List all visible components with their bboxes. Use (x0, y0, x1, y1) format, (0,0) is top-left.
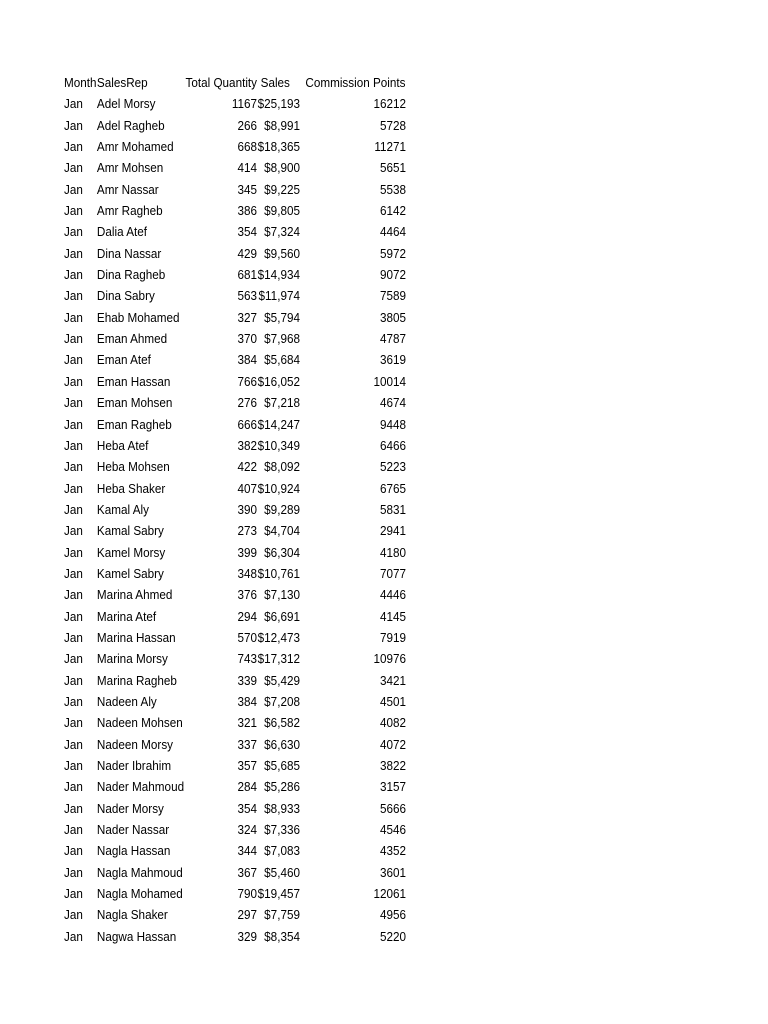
commission-cell: 7919 (379, 629, 406, 645)
commission-cell: 4082 (379, 715, 406, 731)
salesrep-cell: Nader Ibrahim (96, 758, 172, 773)
commission-cell: 4145 (379, 608, 406, 624)
quantity-cell: 766 (237, 373, 258, 389)
quantity-cell: 354 (237, 224, 258, 240)
sales-cell: $7,324 (264, 224, 300, 240)
quantity-cell: 266 (237, 117, 258, 133)
table-row (64, 115, 406, 136)
month-cell: Jan (64, 608, 83, 624)
quantity-cell: 384 (237, 693, 258, 709)
commission-cell: 3601 (379, 864, 406, 880)
sales-table (64, 72, 406, 947)
header-commission-points: Commission Points (305, 75, 406, 90)
month-cell: Jan (64, 395, 83, 411)
table-row (64, 392, 406, 413)
table-row (64, 563, 406, 584)
sales-cell: $9,225 (264, 181, 300, 197)
month-cell: Jan (64, 843, 83, 859)
salesrep-cell: Eman Mohsen (96, 395, 173, 411)
commission-cell: 4501 (379, 693, 406, 709)
sales-cell: $9,289 (264, 501, 300, 517)
sales-cell: $6,582 (264, 715, 300, 731)
sales-cell: $5,684 (264, 352, 300, 368)
commission-cell: 6466 (379, 437, 406, 453)
salesrep-cell: Nagla Hassan (96, 843, 171, 859)
commission-cell: 5972 (379, 245, 406, 261)
sales-cell: $5,429 (264, 672, 300, 688)
sales-cell: $8,354 (264, 928, 300, 944)
quantity-cell: 384 (237, 352, 258, 368)
table-row (64, 371, 406, 392)
header-total-quantity: Total Quantity (185, 75, 258, 90)
salesrep-cell: Nagla Shaker (96, 907, 168, 923)
table-row (64, 648, 406, 669)
salesrep-cell: Kamal Sabry (96, 523, 164, 539)
table-row (64, 627, 406, 648)
table-row (64, 200, 406, 221)
table-row (64, 285, 406, 306)
sales-cell: $6,691 (264, 608, 300, 624)
table-row (64, 264, 406, 285)
salesrep-cell: Dalia Atef (96, 224, 148, 240)
table-row (64, 93, 406, 114)
commission-cell: 4787 (379, 331, 406, 347)
salesrep-cell: Kamel Sabry (96, 565, 164, 581)
commission-cell: 4546 (379, 822, 406, 838)
quantity-cell: 399 (237, 544, 258, 560)
salesrep-cell: Amr Ragheb (96, 203, 163, 219)
salesrep-cell: Marina Ragheb (96, 672, 177, 688)
commission-cell: 4464 (379, 224, 406, 240)
sales-cell: $10,924 (257, 480, 300, 496)
quantity-cell: 790 (237, 886, 258, 902)
table-row (64, 904, 406, 925)
month-cell: Jan (64, 565, 83, 581)
sales-cell: $8,933 (264, 800, 300, 816)
month-cell: Jan (64, 544, 83, 560)
salesrep-cell: Marina Ahmed (96, 587, 173, 603)
table-row (64, 499, 406, 520)
month-cell: Jan (64, 181, 83, 197)
quantity-cell: 414 (237, 160, 258, 176)
commission-cell: 4674 (379, 395, 406, 411)
month-cell: Jan (64, 693, 83, 709)
table-row (64, 883, 406, 904)
sales-cell: $11,974 (258, 288, 300, 304)
commission-cell: 10976 (373, 651, 406, 667)
header-sales: Sales (260, 75, 290, 90)
table-row (64, 435, 406, 456)
month-cell: Jan (64, 416, 83, 432)
table-row (64, 606, 406, 627)
sales-cell: $8,900 (264, 160, 300, 176)
commission-cell: 5223 (379, 459, 406, 475)
sales-cell: $5,794 (264, 309, 300, 325)
quantity-cell: 294 (237, 608, 258, 624)
quantity-cell: 324 (237, 822, 258, 838)
salesrep-cell: Nadeen Morsy (96, 736, 174, 752)
salesrep-cell: Nader Mahmoud (96, 779, 185, 795)
commission-cell: 3619 (379, 352, 406, 368)
commission-cell: 3805 (379, 309, 406, 325)
sales-cell: $14,934 (257, 267, 300, 283)
quantity-cell: 321 (237, 715, 258, 731)
month-cell: Jan (64, 629, 83, 645)
sales-cell: $10,349 (257, 437, 300, 453)
quantity-cell: 276 (237, 395, 258, 411)
table-row (64, 670, 406, 691)
salesrep-cell: Adel Morsy (96, 96, 156, 112)
table-row (64, 712, 406, 733)
commission-cell: 10014 (373, 373, 406, 389)
sales-cell: $19,457 (257, 886, 300, 902)
quantity-cell: 345 (237, 181, 258, 197)
quantity-cell: 370 (237, 331, 258, 347)
salesrep-cell: Ehab Mohamed (96, 309, 180, 325)
salesrep-cell: Nadeen Aly (96, 693, 157, 709)
table-row (64, 179, 406, 200)
month-cell: Jan (64, 651, 83, 667)
sales-cell: $16,052 (257, 373, 300, 389)
commission-cell: 3421 (379, 672, 406, 688)
salesrep-cell: Marina Hassan (96, 629, 176, 645)
month-cell: Jan (64, 779, 83, 795)
month-cell: Jan (64, 864, 83, 880)
commission-cell: 6142 (379, 203, 406, 219)
month-cell: Jan (64, 331, 83, 347)
commission-cell: 2941 (379, 523, 406, 539)
table-row (64, 798, 406, 819)
table-body (64, 93, 406, 947)
table-row (64, 734, 406, 755)
salesrep-cell: Eman Ragheb (96, 416, 172, 432)
salesrep-cell: Kamel Morsy (96, 544, 166, 560)
sales-cell: $7,968 (264, 331, 300, 347)
table-row (64, 542, 406, 563)
quantity-cell: 339 (237, 672, 258, 688)
month-cell: Jan (64, 373, 83, 389)
commission-cell: 16212 (373, 96, 406, 112)
quantity-cell: 563 (237, 288, 258, 304)
salesrep-cell: Amr Nassar (96, 181, 159, 197)
commission-cell: 3822 (379, 758, 406, 773)
table-row (64, 136, 406, 157)
table-row (64, 926, 406, 947)
table-row (64, 307, 406, 328)
salesrep-cell: Marina Atef (96, 608, 157, 624)
quantity-cell: 681 (237, 267, 258, 283)
salesrep-cell: Amr Mohsen (96, 160, 164, 176)
salesrep-cell: Kamal Aly (96, 501, 149, 517)
commission-cell: 4072 (379, 736, 406, 752)
salesrep-cell: Nagwa Hassan (96, 928, 177, 944)
month-cell: Jan (64, 245, 83, 261)
sales-cell: $5,685 (264, 758, 300, 773)
month-cell: Jan (64, 160, 83, 176)
quantity-cell: 1167 (231, 96, 258, 112)
salesrep-cell: Eman Atef (96, 352, 151, 368)
salesrep-cell: Nader Morsy (96, 800, 164, 816)
commission-cell: 12061 (373, 886, 406, 902)
sales-cell: $9,805 (264, 203, 300, 219)
salesrep-cell: Nagla Mohamed (96, 886, 183, 902)
quantity-cell: 743 (237, 651, 258, 667)
commission-cell: 5728 (379, 117, 406, 133)
table-row (64, 157, 406, 178)
commission-cell: 4956 (379, 907, 406, 923)
commission-cell: 5666 (379, 800, 406, 816)
month-cell: Jan (64, 352, 83, 368)
month-cell: Jan (64, 907, 83, 923)
sales-cell: $5,286 (264, 779, 300, 795)
sales-cell: $7,208 (264, 693, 300, 709)
salesrep-cell: Heba Shaker (96, 480, 166, 496)
commission-cell: 7077 (379, 565, 406, 581)
quantity-cell: 273 (237, 523, 258, 539)
table-row (64, 221, 406, 242)
commission-cell: 6765 (379, 480, 406, 496)
sales-cell: $8,991 (264, 117, 300, 133)
commission-cell: 9448 (379, 416, 406, 432)
commission-cell: 5538 (379, 181, 406, 197)
sales-cell: $8,092 (264, 459, 300, 475)
sales-cell: $25,193 (257, 96, 300, 112)
header-salesrep: SalesRep (96, 75, 148, 90)
quantity-cell: 382 (237, 437, 258, 453)
header-row (64, 72, 406, 93)
salesrep-cell: Nadeen Mohsen (96, 715, 183, 731)
commission-cell: 3157 (379, 779, 406, 795)
table-row (64, 349, 406, 370)
commission-cell: 9072 (379, 267, 406, 283)
table-row (64, 328, 406, 349)
salesrep-cell: Amr Mohamed (96, 139, 174, 155)
quantity-cell: 422 (237, 459, 258, 475)
quantity-cell: 570 (237, 629, 258, 645)
commission-cell: 4352 (379, 843, 406, 859)
quantity-cell: 386 (237, 203, 258, 219)
quantity-cell: 376 (237, 587, 258, 603)
table-row (64, 862, 406, 883)
month-cell: Jan (64, 139, 83, 155)
salesrep-cell: Nader Nassar (96, 822, 170, 838)
salesrep-cell: Eman Hassan (96, 373, 171, 389)
quantity-cell: 354 (237, 800, 258, 816)
month-cell: Jan (64, 523, 83, 539)
salesrep-cell: Dina Nassar (96, 245, 162, 261)
quantity-cell: 367 (237, 864, 258, 880)
sales-cell: $6,304 (264, 544, 300, 560)
sales-cell: $10,761 (257, 565, 300, 581)
sales-cell: $7,336 (264, 822, 300, 838)
sales-cell: $5,460 (264, 864, 300, 880)
quantity-cell: 407 (237, 480, 258, 496)
sales-cell: $7,130 (264, 587, 300, 603)
commission-cell: 5831 (379, 501, 406, 517)
sales-cell: $12,473 (257, 629, 300, 645)
quantity-cell: 348 (237, 565, 258, 581)
salesrep-cell: Nagla Mahmoud (96, 864, 183, 880)
table-row (64, 819, 406, 840)
quantity-cell: 337 (237, 736, 258, 752)
quantity-cell: 344 (237, 843, 258, 859)
commission-cell: 7589 (379, 288, 406, 304)
commission-cell: 5220 (379, 928, 406, 944)
month-cell: Jan (64, 501, 83, 517)
sales-cell: $14,247 (257, 416, 300, 432)
month-cell: Jan (64, 309, 83, 325)
month-cell: Jan (64, 224, 83, 240)
commission-cell: 4446 (379, 587, 406, 603)
sales-cell: $4,704 (264, 523, 300, 539)
quantity-cell: 297 (237, 907, 258, 923)
header-month: Month (64, 75, 97, 90)
quantity-cell: 429 (237, 245, 258, 261)
table-row (64, 414, 406, 435)
sales-cell: $7,218 (264, 395, 300, 411)
month-cell: Jan (64, 928, 83, 944)
month-cell: Jan (64, 437, 83, 453)
sales-cell: $18,365 (257, 139, 300, 155)
salesrep-cell: Marina Morsy (96, 651, 168, 667)
salesrep-cell: Eman Ahmed (96, 331, 168, 347)
sales-cell: $7,083 (264, 843, 300, 859)
quantity-cell: 357 (237, 758, 258, 773)
table-row (64, 243, 406, 264)
month-cell: Jan (64, 715, 83, 731)
sales-cell: $9,560 (264, 245, 300, 261)
sales-cell: $7,759 (264, 907, 300, 923)
commission-cell: 4180 (379, 544, 406, 560)
month-cell: Jan (64, 96, 83, 112)
salesrep-cell: Adel Ragheb (96, 117, 165, 133)
salesrep-cell: Dina Sabry (96, 288, 155, 304)
month-cell: Jan (64, 480, 83, 496)
month-cell: Jan (64, 758, 83, 773)
salesrep-cell: Heba Atef (96, 437, 149, 453)
table-row (64, 478, 406, 499)
table-row (64, 584, 406, 605)
quantity-cell: 327 (237, 309, 258, 325)
salesrep-cell: Heba Mohsen (96, 459, 170, 475)
table-row (64, 776, 406, 797)
table-row (64, 456, 406, 477)
month-cell: Jan (64, 117, 83, 133)
quantity-cell: 329 (237, 928, 258, 944)
commission-cell: 11271 (374, 139, 406, 155)
quantity-cell: 666 (237, 416, 258, 432)
table-row (64, 691, 406, 712)
month-cell: Jan (64, 203, 83, 219)
month-cell: Jan (64, 288, 83, 304)
month-cell: Jan (64, 800, 83, 816)
quantity-cell: 390 (237, 501, 258, 517)
salesrep-cell: Dina Ragheb (96, 267, 166, 283)
quantity-cell: 284 (237, 779, 258, 795)
sales-cell: $17,312 (257, 651, 300, 667)
commission-cell: 5651 (379, 160, 406, 176)
table-row (64, 520, 406, 541)
month-cell: Jan (64, 736, 83, 752)
table-row (64, 840, 406, 861)
sales-cell: $6,630 (264, 736, 300, 752)
month-cell: Jan (64, 267, 83, 283)
month-cell: Jan (64, 822, 83, 838)
month-cell: Jan (64, 587, 83, 603)
month-cell: Jan (64, 672, 83, 688)
table-row (64, 755, 406, 776)
month-cell: Jan (64, 459, 83, 475)
month-cell: Jan (64, 886, 83, 902)
quantity-cell: 668 (237, 139, 258, 155)
